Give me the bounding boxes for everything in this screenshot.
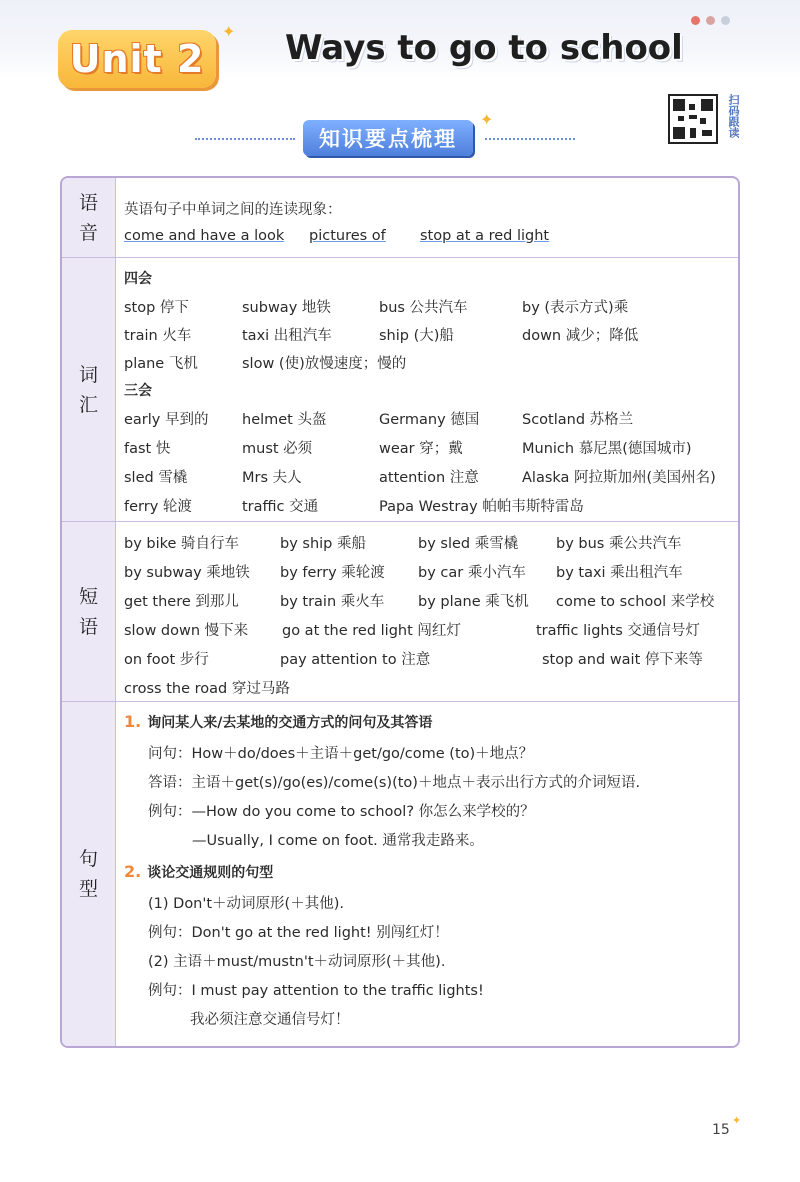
vocab-item: train 火车 bbox=[124, 328, 192, 344]
vocab-item: bus 公共汽车 bbox=[379, 300, 468, 316]
vocab-item: down 减少；降低 bbox=[522, 328, 639, 344]
section-title: 知识要点梳理 bbox=[319, 127, 457, 151]
label-char: 型 bbox=[78, 878, 98, 900]
vocab-item: subway 地铁 bbox=[242, 300, 331, 316]
label-vocabulary bbox=[62, 258, 116, 521]
phrase-item: by bike 骑自行车 bbox=[124, 536, 240, 552]
label-char: 音 bbox=[78, 221, 98, 244]
dot-3 bbox=[721, 16, 730, 25]
label-pronunciation bbox=[62, 178, 116, 257]
pronunciation-content bbox=[124, 178, 730, 257]
example-sentence: —Usually, I come on foot. 通常我走路来。 bbox=[192, 833, 484, 849]
example-sentence: 例句：Don't go at the red light! 别闯红灯！ bbox=[148, 925, 449, 941]
vocab-item: by (表示方式)乘 bbox=[522, 300, 629, 316]
phrase-item: come to school 来学校 bbox=[556, 594, 715, 610]
vocab-item: must 必须 bbox=[242, 441, 313, 457]
vocab-group-title: 四会 bbox=[124, 271, 152, 287]
vocab-item: Papa Westray 帕帕韦斯特雷岛 bbox=[379, 499, 584, 515]
phrase-item: by plane 乘飞机 bbox=[418, 594, 529, 610]
phrase-item: stop and wait 停下来等 bbox=[542, 652, 703, 668]
dotted-line-left bbox=[195, 138, 295, 140]
unit-badge bbox=[58, 30, 216, 88]
point-number: 1. bbox=[124, 712, 142, 731]
label-char: 词 bbox=[78, 363, 98, 386]
unit-title: Ways to go to school bbox=[285, 28, 683, 68]
phrase-item: go at the red light 闯红灯 bbox=[282, 623, 461, 639]
label-phrases bbox=[62, 522, 116, 701]
vocab-item: wear 穿；戴 bbox=[379, 441, 463, 457]
vocab-item: helmet 头盔 bbox=[242, 412, 327, 428]
row-sentences bbox=[62, 702, 738, 1046]
question-pattern: 问句：How＋do/does＋主语＋get/go/come (to)＋地点？ bbox=[148, 746, 534, 762]
vocab-item: ferry 轮渡 bbox=[124, 499, 192, 515]
row-phrases bbox=[62, 522, 738, 702]
point-title: 谈论交通规则的句型 bbox=[147, 865, 274, 881]
phrase-item: by ferry 乘轮渡 bbox=[280, 565, 385, 581]
vocab-item: fast 快 bbox=[124, 441, 171, 457]
phrase-item: slow down 慢下来 bbox=[124, 623, 249, 639]
label-char: 语 bbox=[78, 191, 98, 214]
vocab-item: stop 停下 bbox=[124, 300, 189, 316]
dot-1 bbox=[691, 16, 700, 25]
sparkle-icon: ✦ bbox=[732, 1114, 742, 1127]
vocab-item: Mrs 夫人 bbox=[242, 470, 302, 486]
vocab-item: Munich 慕尼黑(德国城市) bbox=[522, 441, 692, 457]
vocab-item: traffic 交通 bbox=[242, 499, 319, 515]
vocab-item: sled 雪橇 bbox=[124, 470, 188, 486]
label-char: 短 bbox=[78, 585, 98, 608]
example-sentence: 例句：I must pay attention to the traffic lights! bbox=[148, 983, 484, 999]
liaison-example: stop at a red light bbox=[420, 228, 550, 244]
answer-pattern: 答语：主语＋get(s)/go(es)/come(s)(to)＋地点＋表示出行方式的介词短语. bbox=[148, 775, 641, 791]
phrase-item: by bus 乘公共汽车 bbox=[556, 536, 682, 552]
sentences-content bbox=[124, 702, 730, 1046]
point-2-heading bbox=[124, 862, 273, 882]
header-dots bbox=[691, 16, 730, 25]
section-header bbox=[195, 118, 575, 158]
liaison-example: pictures of bbox=[309, 228, 386, 244]
phrase-item: cross the road 穿过马路 bbox=[124, 681, 290, 697]
vocab-item: ship (大)船 bbox=[379, 328, 454, 344]
knowledge-table bbox=[60, 176, 740, 1048]
vocab-item: Alaska 阿拉斯加州(美国州名) bbox=[522, 470, 716, 486]
phrase-item: get there 到那儿 bbox=[124, 594, 239, 610]
dotted-line-right bbox=[485, 138, 575, 140]
section-title-pill bbox=[303, 120, 473, 156]
label-char: 汇 bbox=[78, 393, 98, 416]
phrase-item: on foot 步行 bbox=[124, 652, 209, 668]
phrase-item: by train 乘火车 bbox=[280, 594, 385, 610]
label-char: 句 bbox=[78, 848, 98, 870]
vocab-item: plane 飞机 bbox=[124, 356, 198, 372]
page-number: 15 bbox=[712, 1122, 730, 1138]
phrase-item: traffic lights 交通信号灯 bbox=[536, 623, 700, 639]
vocab-item: Scotland 苏格兰 bbox=[522, 412, 634, 428]
qr-code-icon[interactable] bbox=[668, 94, 718, 144]
phrase-item: by taxi 乘出租汽车 bbox=[556, 565, 683, 581]
point-title: 询问某人来/去某地的交通方式的问句及其答语 bbox=[147, 715, 433, 731]
vocab-item: slow (使)放慢速度；慢的 bbox=[242, 356, 407, 372]
example-translation: 我必须注意交通信号灯！ bbox=[190, 1012, 350, 1028]
phrase-item: by ship 乘船 bbox=[280, 536, 366, 552]
vocab-item: taxi 出租汽车 bbox=[242, 328, 332, 344]
phrase-item: by subway 乘地铁 bbox=[124, 565, 250, 581]
liaison-example: come and have a look bbox=[124, 228, 285, 244]
rule-pattern: (2) 主语＋must/mustn't＋动词原形(＋其他). bbox=[148, 954, 446, 970]
point-number: 2. bbox=[124, 862, 142, 881]
label-char: 语 bbox=[78, 615, 98, 638]
row-pronunciation bbox=[62, 178, 738, 258]
phrase-item: pay attention to 注意 bbox=[280, 652, 431, 668]
phrase-item: by sled 乘雪橇 bbox=[418, 536, 519, 552]
point-1-heading bbox=[124, 712, 432, 732]
sparkle-icon: ✦ bbox=[222, 22, 236, 41]
vocab-item: early 早到的 bbox=[124, 412, 209, 428]
row-vocabulary bbox=[62, 258, 738, 522]
dot-2 bbox=[706, 16, 715, 25]
phrase-item: by car 乘小汽车 bbox=[418, 565, 526, 581]
vocab-group-title: 三会 bbox=[124, 383, 152, 399]
phrases-content bbox=[124, 522, 730, 701]
qr-caption: 扫码跟读 bbox=[727, 94, 740, 138]
example-sentence: 例句：—How do you come to school? 你怎么来学校的？ bbox=[148, 804, 535, 820]
label-sentences bbox=[62, 702, 116, 1046]
unit-label: Unit 2 bbox=[69, 37, 205, 81]
vocab-item: attention 注意 bbox=[379, 470, 479, 486]
rule-pattern: (1) Don't＋动词原形(＋其他). bbox=[148, 896, 344, 912]
vocabulary-content bbox=[124, 258, 730, 521]
pronunciation-intro: 英语句子中单词之间的连读现象： bbox=[124, 202, 342, 218]
vocab-item: Germany 德国 bbox=[379, 412, 480, 428]
sparkle-icon: ✦ bbox=[480, 110, 494, 129]
